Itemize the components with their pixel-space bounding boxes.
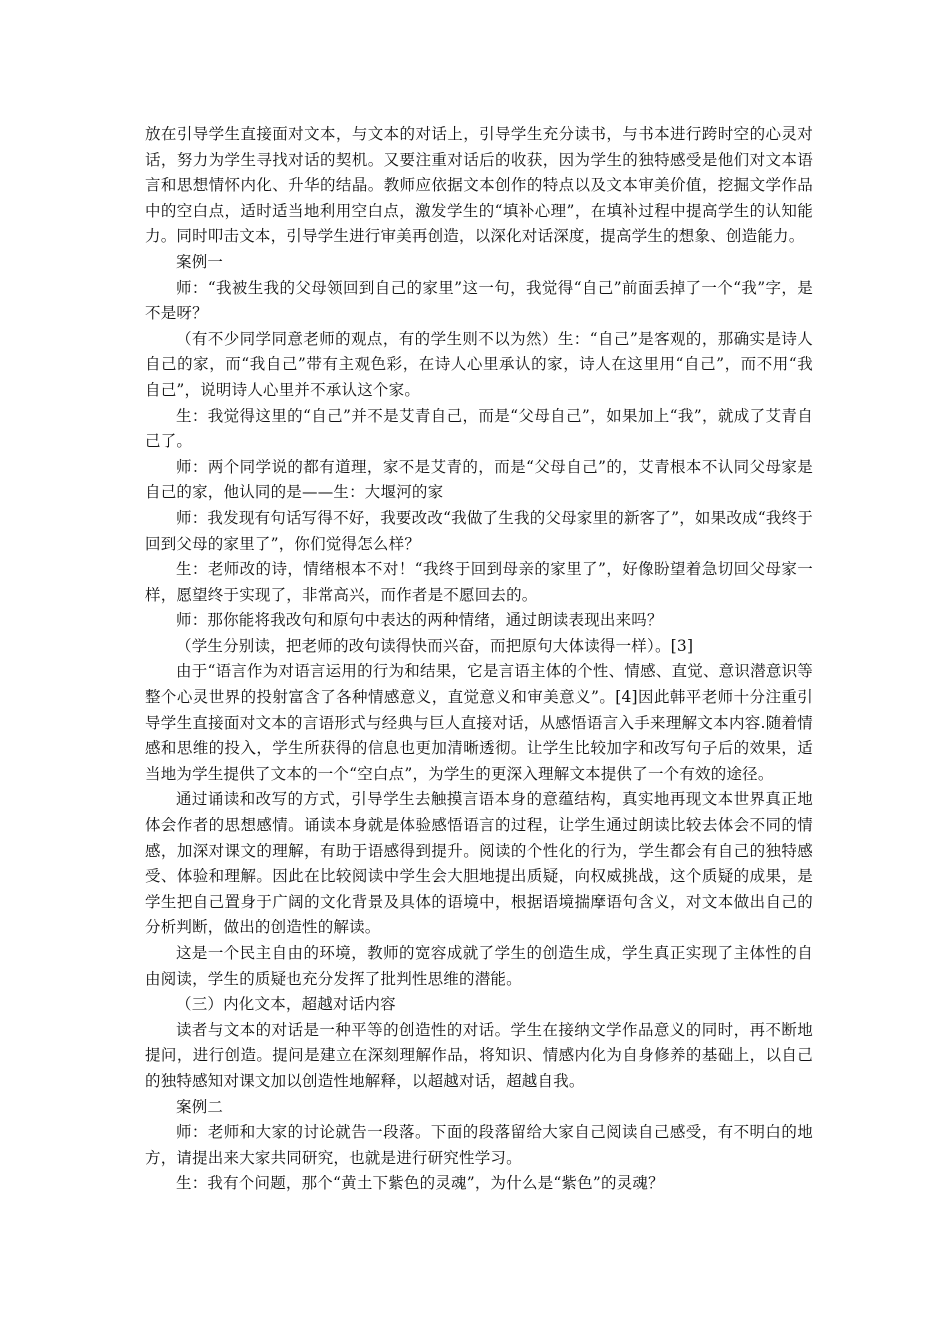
dialogue-teacher-4: 师：那你能将我改句和原句中表达的两种情绪，通过朗读表现出来吗？ — [176, 611, 663, 630]
case-one-heading: 案例一 — [176, 252, 224, 271]
dialogue-teacher-1: 师：“我被生我的父母领回到自己的家里”这一句，我觉得“自己”前面丢掉了一个“我”字，是不是呀？ — [145, 278, 813, 323]
paragraph-section-3: 读者与文本的对话是一种平等的创造性的对话。学生在接纳文学作品意义的同时，再不断地提问，进行创造。提问是建立在深刻理解作品，将知识、情感内化为自身修养的基础上，以自己的独特感知对课文加以创造性地解释，以超越对话，超越自我。 — [145, 1020, 813, 1090]
paragraph-analysis-2: 通过诵读和改写的方式，引导学生去触摸言语本身的意蕴结构，真实地再现文本世界真正地体会作者的思想感情。诵读本身就是体验感悟语言的过程，让学生通过朗读比较去体会不同的情感，加深对课文的理解，有助于语感得到提升。阅读的个性化的行为，学生都会有自己的独特感受、体验和理解。因此在比较阅读中学生会大胆地提出质疑，向权威挑战，这个质疑的成果，是学生把自己置身于广阔的文化背景及具体的语境中，根据语境揣摩语句含义，对文本做出自己的分析判断，做出的创造性的解读。 — [145, 790, 813, 937]
case-two-heading: 案例二 — [176, 1097, 224, 1116]
dialogue-teacher-3: 师：我发现有句话写得不好，我要改改“我做了生我的父母家里的新客了”，如果改成“我终于回到父母的家里了”，你们觉得怎么样？ — [145, 508, 813, 553]
dialogue-student-4: 生：我有个问题，那个“黄土下紫色的灵魂”，为什么是“紫色”的灵魂？ — [176, 1174, 664, 1193]
dialogue-teacher-5: 师：老师和大家的讨论就告一段落。下面的段落留给大家自己阅读自己感受，有不明白的地方，请提出来大家共同研究，也就是进行研究性学习。 — [145, 1123, 813, 1167]
stage-note: （学生分别读，把老师的改句读得快而兴奋，而把原句大体读得一样）。[3] — [176, 636, 694, 655]
paragraph-intro-continued: 放在引导学生直接面对文本，与文本的对话上，引导学生充分读书，与书本进行跨时空的心灵对话，努力为学生寻找对话的契机。又要注重对话后的收获，因为学生的独特感受是他们对文本语言和思想情怀内化、升华的结晶。教师应依据文本创作的特点以及文本审美价值，挖掘文学作品中的空白点，适时适当地利用空白点，激发学生的“填补心理”，在填补过程中提高学生的认知能力。同时叩击文本，引导学生进行审美再创造，以深化对话深度，提高学生的想象、创造能力。 — [145, 125, 813, 246]
paragraph-analysis-1: 由于“语言作为对语言运用的行为和结果，它是言语主体的个性、情感、直觉、意识潜意识等整个心灵世界的投射富含了各种情感意义，直觉意义和审美意义”。[4]因此韩平老师十分注重引导学生直接面对文本的言语形式与经典与巨人直接对话，从感悟语言入手来理解文本内容.随着情感和思维的投入，学生所获得的信息也更加清晰透彻。让学生比较加字和改写句子后的效果，适当地为学生提供了文本的一个“空白点”，为学生的更深入理解文本提供了一个有效的途径。 — [145, 662, 813, 783]
dialogue-student-3: 生：老师改的诗，情绪根本不对！“我终于回到母亲的家里了”，好像盼望着急切回父母家一样，愿望终于实现了，非常高兴，而作者是不愿回去的。 — [145, 560, 813, 604]
section-heading-3: （三）内化文本，超越对话内容 — [176, 995, 396, 1014]
dialogue-student-2: 生：我觉得这里的“自己”并不是艾青自己，而是“父母自己”，如果加上“我”，就成了艾青自己了。 — [145, 406, 813, 451]
dialogue-teacher-2: 师：两个同学说的都有道理，家不是艾青的，而是“父母自己”的，艾青根本不认同父母家是自己的家，他认同的是——生：大堰河的家 — [145, 457, 813, 502]
document-page — [145, 122, 813, 1197]
dialogue-student-1: （有不少同学同意老师的观点，有的学生则不以为然）生：“自己”是客观的，那确实是诗人自己的家，而“我自己”带有主观色彩，在诗人心里承认的家，诗人在这里用“自己”，而不用“我自己”，说明诗人心里并不承认这个家。 — [145, 329, 813, 399]
paragraph-analysis-3: 这是一个民主自由的环境，教师的宽容成就了学生的创造生成，学生真正实现了主体性的自由阅读，学生的质疑也充分发挥了批判性思维的潜能。 — [145, 944, 813, 988]
